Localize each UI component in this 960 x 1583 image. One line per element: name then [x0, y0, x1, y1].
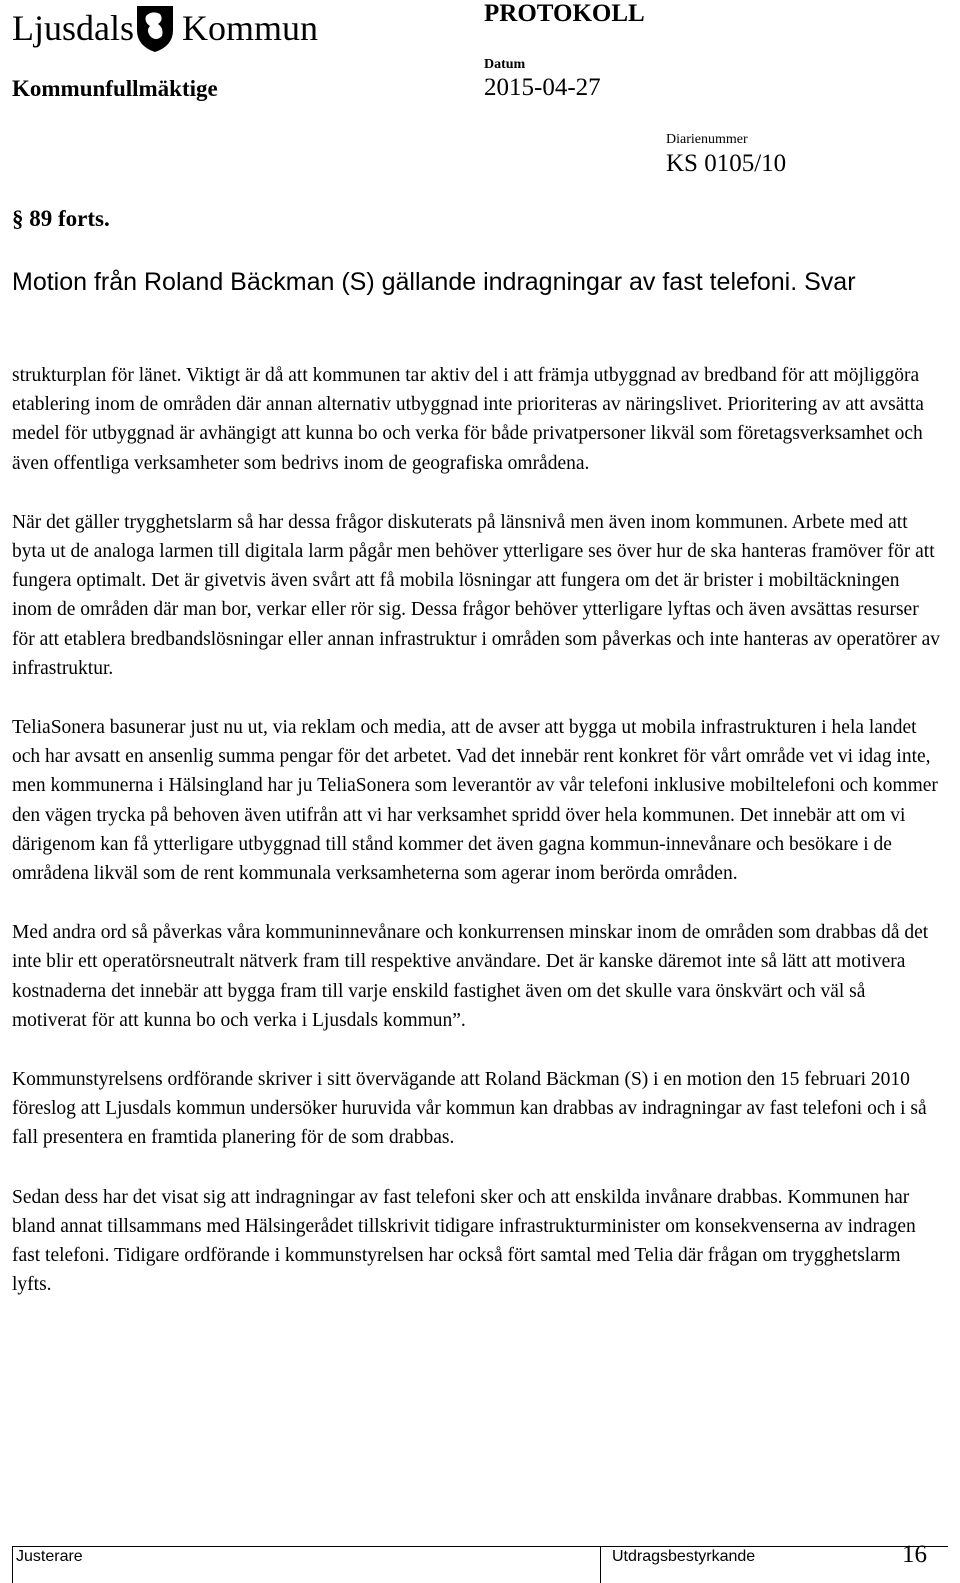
matter-title: Motion från Roland Bäckman (S) gällande indragningar av fast telefoni. Svar — [12, 268, 856, 296]
coat-of-arms-icon — [137, 6, 173, 52]
body-paragraph: TeliaSonera basunerar just nu ut, via reklam och media, att de avser att bygga ut mobila infrastrukturen i hela landet och har avsatt en ansenlig summa pengar för det arbetet. Vad det innebär rent konkret för vårt område vet vi idag inte, men kommunerna i Hälsingland har ju TeliaSonera som leverantör av vår telefoni inklusive mobiltelefoni och kommer den vägen trycka på behoven även utifrån att vi har verksamhet spridd över hela kommunen. Det innebär att om vi därigenom kan få ytterligare utbyggnad till stånd kommer det även gagna kommun-innevånare och besökare i de områdena likväl som de rent kommunala verksamheterna som agerar inom berörda områden. — [12, 717, 938, 885]
date-value: 2015-04-27 — [484, 74, 601, 101]
date-label: Datum — [484, 57, 526, 72]
justerare-label: Justerare — [16, 1548, 83, 1565]
body-paragraph: När det gäller trygghetslarm så har dessa frågor diskuterats på länsnivå men även inom kommunen. Arbete med att byta ut de analoga larmen till digitala larm pågår men behöver ytterligare ses över hur de ska hanteras framöver för att fungera optimalt. Det är givetvis även svårt att få mobila lösningar att fungera om det är brister i mobiltäckningen inom de områden där man bor, verkar eller rör sig. Dessa frågor behöver ytterligare lyftas och även avsättas resurser för att etablera bredbandslösningar eller annan infrastruktur i områden som påverkas och inte hanteras av operatörer av infrastruktur. — [12, 511, 941, 679]
logo-right-text: Kommun — [182, 8, 319, 48]
footer-box-left-border — [12, 1546, 13, 1583]
diarienummer-label: Diarienummer — [666, 132, 748, 147]
body-paragraph: Sedan dess har det visat sig att indragningar av fast telefoni sker och att enskilda invånare drabbas. Kommunen har bland annat tillsammans med Hälsingerådet tillskrivit tidigare infrastrukturminister om konsekvenserna av indragen fast telefoni. Tidigare ordförande i kommunstyrelsen har också fört samtal med Telia där frågan om trygghetslarm lyfts. — [12, 1186, 916, 1296]
logo-left-text: Ljusdals — [12, 8, 134, 48]
paragraph-reference: § 89 forts. — [12, 206, 110, 231]
utdragsbestyrkande-label: Utdragsbestyrkande — [612, 1548, 756, 1565]
body-paragraph: strukturplan för länet. Viktigt är då att kommunen tar aktiv del i att främja utbyggnad av bredband för att möjliggöra etablering inom de områden där annan alternativ utbyggnad inte prioriteras av näringslivet. Prioritering av att avsätta medel för utbyggnad är avhängigt att kunna bo och verka för både privatpersoner likväl som företagsverksamhet och även offentliga verksamheter som bedrivs inom de geografiska områdena. — [12, 365, 924, 474]
body-paragraph: Kommunstyrelsens ordförande skriver i sitt övervägande att Roland Bäckman (S) i en motion den 15 februari 2010 föreslog att Ljusdals kommun undersöker huruvida vår kommun kan drabbas av indragningar av fast telefoni och i så fall presentera en framtida planering för de som drabbas. — [12, 1069, 927, 1149]
ljusdals-kommun-logo-graphic — [12, 2, 332, 52]
document-type: PROTOKOLL — [484, 0, 645, 27]
diarienummer-value: KS 0105/10 — [666, 150, 787, 177]
organ-name: Kommunfullmäktige — [12, 76, 218, 101]
municipality-logo — [12, 2, 332, 52]
footer-divider — [12, 1546, 948, 1547]
body-paragraph: Med andra ord så påverkas våra kommuninnevånare och konkurrensen minskar inom de områden som drabbas då det inte blir ett operatörsneutralt nätverk fram till respektive användare. Det är kanske däremot inte så lätt att motivera kostnaderna det innebär att bygga fram till varje enskild fastighet även om det skulle vara önskvärt och väl så motiverat för att kunna bo och verka i Ljusdals kommun”. — [12, 922, 929, 1031]
page-number: 16 — [902, 1541, 927, 1568]
document-body — [12, 361, 944, 1329]
footer-box-mid-border — [600, 1546, 601, 1583]
